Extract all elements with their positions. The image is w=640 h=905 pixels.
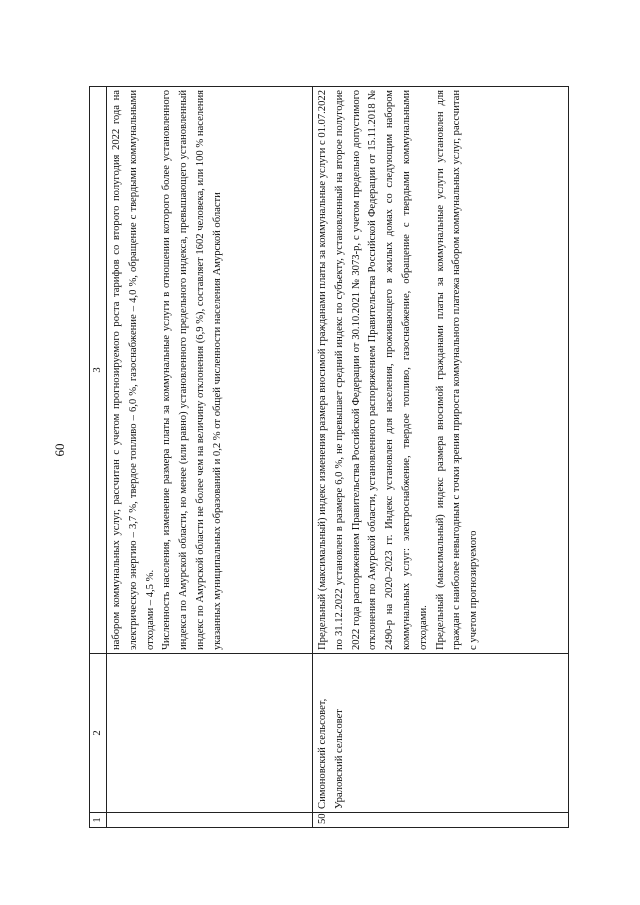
paragraph: набором коммунальных услуг, рассчитан с учетом прогнозируемого роста тарифов со второго полугодия 2022 года на электрическую энергию – 3,7 %, твердое топливо – 6,0 %, газоснабжение – 4,0 %, обращение с твердыми коммунальными отходами – 4,5 %.: [111, 90, 156, 650]
paragraph: Численность населения, изменение размера платы за коммунальные услуги в отношении которого более установленного индекса по Амурской области, но менее (или равно) установленного предельного индекса, превышающего установленный индекс по Амурской области не более чем на величину отклонения (6,9 %), составляет 1602 человека, или 100 % населения указанных муниципальных образований и 0,2 % от общей численности населения Амурской области: [161, 90, 223, 650]
table-row: [107, 87, 313, 828]
header-col-1: 1: [90, 813, 107, 828]
paragraph: Предельный (максимальный) индекс размера вносимой гражданами платы за коммунальные услуги установлен для граждан с наиболее невыгодным с точки зрения прироста коммунального платежа набором коммунальных услуг, рассчитан с учетом прогнозируемого: [434, 90, 480, 650]
row-description: [313, 87, 569, 654]
row-description: [107, 87, 313, 654]
header-col-2: 2: [90, 654, 107, 813]
paragraph: Предельный (максимальный) индекс изменения размера вносимой гражданами платы за коммунальные услуги с 01.07.2022 по 31.12.2022 установлен в размере 6,0 %, не превышает средний индекс по субъекту, установленный на второе полугодие 2022 года распоряжением Правительства Российской Федерации от 30.10.2021 № 3073-р, с учетом предельно допустимого отклонения по Амурской области, установленного распоряжением Правительства Российской Федерации от 15.11.2018 № 2490-р на 2020–2023 гг. Индекс установлен для населения, проживающего в жилых домах со следующим набором коммунальных услуг: электроснабжение, твердое топливо, газоснабжение, обращение с твердыми коммунальными отходами.: [317, 90, 429, 650]
header-row: [90, 87, 107, 828]
row-number: [107, 813, 313, 828]
rotated-table-container: [89, 86, 569, 828]
municipality-name: [107, 654, 313, 813]
municipality-name: Симоновский сельсовет, Ураловский сельсовет: [313, 654, 569, 813]
header-col-3: 3: [90, 87, 107, 654]
row-number: 50: [313, 813, 569, 828]
data-table: [89, 86, 569, 828]
table-row: [313, 87, 569, 828]
page-number: 60: [52, 443, 67, 457]
